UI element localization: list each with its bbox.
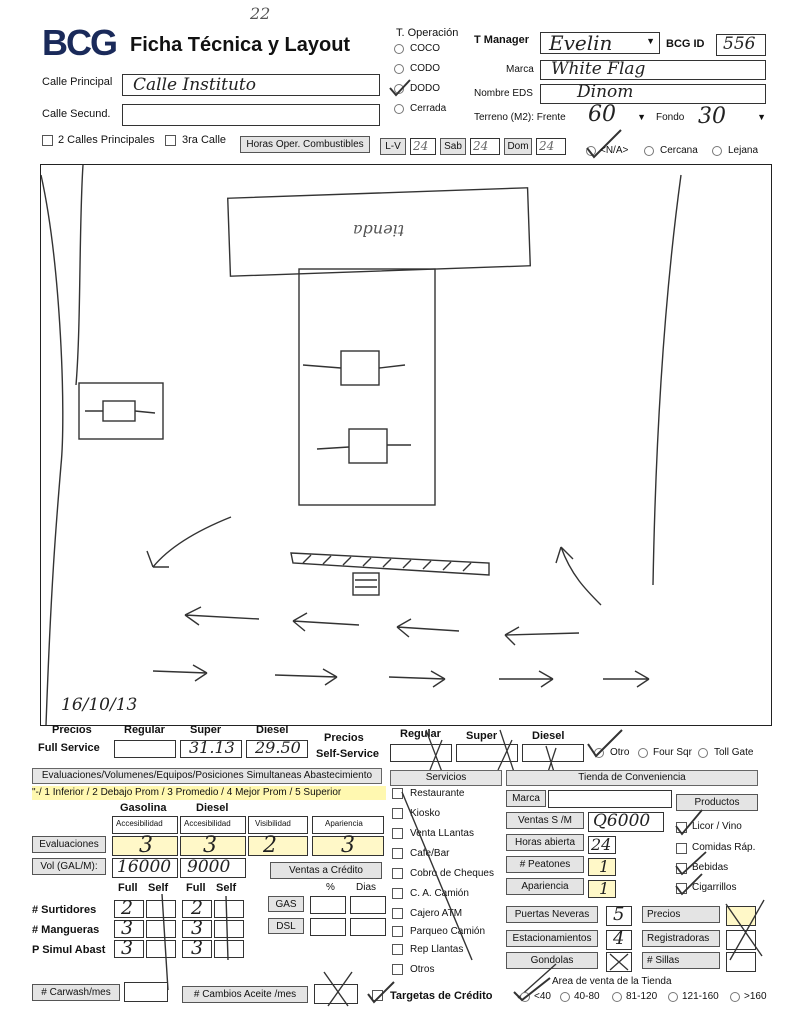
area-81-120-label: 81-120 — [626, 991, 658, 1002]
apariencia-label: Apariencia — [506, 878, 584, 895]
precios-self-label-2: Self-Service — [316, 748, 379, 760]
frente-chevron-down-icon[interactable]: ▼ — [637, 112, 646, 122]
surtidores-full-gas[interactable] — [114, 897, 144, 919]
sketch-arrow-5 — [153, 665, 207, 681]
area-40-80-radio[interactable] — [560, 992, 570, 1002]
peatones-field[interactable] — [588, 858, 616, 876]
sketch-arrow-3 — [397, 619, 459, 637]
sketch-building — [299, 269, 435, 505]
bcg-logo: BCG — [42, 22, 116, 63]
ventas-value: Q6000 — [593, 811, 651, 831]
cigarrillos-label: Cigarrillos — [692, 882, 737, 893]
parqueo-camion-label: Parqueo Camión — [410, 926, 486, 937]
ventas-field[interactable] — [588, 812, 664, 832]
sketch-arrow-1 — [185, 607, 259, 625]
apariencia-field[interactable] — [588, 880, 616, 898]
servicios-strike-mark — [400, 790, 480, 970]
sketch-left-edge — [41, 175, 63, 725]
diesel-header-label: Diesel — [196, 802, 229, 814]
tercera-calle-checkbox[interactable] — [165, 135, 176, 146]
t-manager-chevron-down-icon[interactable]: ▼ — [646, 36, 655, 46]
sketch-hatched-entrance — [291, 553, 489, 575]
carwash-label: # Carwash/mes — [32, 984, 120, 1001]
cambios-aceite-cross-mark — [316, 968, 360, 1008]
restaurante-label: Restaurante — [410, 788, 465, 799]
calle-principal-label: Calle Principal — [42, 76, 113, 88]
servicios-bar: Servicios — [390, 770, 502, 786]
lv-label: L-V — [380, 138, 406, 155]
evaluaciones-bar: Evaluaciones/Volumenes/Equipos/Posiciones Simultaneas Abastecimiento — [32, 768, 382, 784]
sketch-pump-3-hoses — [85, 411, 155, 413]
puertas-neveras-field[interactable] — [606, 906, 632, 926]
tienda-marca-field[interactable] — [548, 790, 672, 808]
dias-label: Dias — [356, 882, 377, 893]
sketch-pump-1-hoses — [303, 365, 405, 368]
mangueras-full-gas[interactable] — [114, 917, 144, 939]
cerrada-label: Cerrada — [410, 103, 447, 114]
lejana-radio[interactable] — [712, 146, 722, 156]
fondo-label: Fondo — [656, 112, 685, 123]
gas-label: GAS — [268, 896, 304, 912]
t-manager-label: T Manager — [474, 34, 530, 46]
otros-label: Otros — [410, 964, 435, 975]
layout-sketch-drawing — [41, 165, 771, 725]
full-regular-field[interactable] — [114, 740, 176, 758]
cajero-atm-label: Cajero ATM — [410, 908, 463, 919]
fondo-value: 30 — [698, 104, 726, 129]
simul-full-dsl-value: 3 — [191, 937, 204, 959]
self-gas-header: Self — [148, 882, 169, 894]
tienda-bar: Tienda de Conveniencia — [506, 770, 758, 786]
sketch-right-line — [653, 175, 681, 585]
coco-label: COCO — [410, 43, 440, 54]
lejana-label: Lejana — [728, 145, 759, 156]
cobro-cheques-label: Cobro de Cheques — [410, 868, 494, 879]
sketch-stairs-lines — [355, 580, 377, 587]
eval-header-2-label: Accesibilidad — [184, 819, 231, 828]
page-title: Ficha Técnica y Layout — [130, 34, 351, 56]
tercera-calle-label: 3ra Calle — [182, 134, 227, 146]
frente-value: 60 — [588, 102, 616, 127]
t-manager-field[interactable] — [540, 32, 660, 54]
kiosko-label: Kiosko — [410, 808, 441, 819]
eval-value-3-field[interactable] — [248, 833, 308, 858]
cafe-bar-label: Cafe/Bar — [410, 848, 450, 859]
vol-label: Vol (GAL/M): — [32, 858, 106, 875]
vol-gas-value: 16000 — [117, 857, 172, 877]
sketch-arrow-8 — [499, 671, 553, 687]
productos-label: Productos — [676, 794, 758, 811]
mangueras-label: # Mangueras — [32, 924, 100, 936]
productos-check-marks — [672, 806, 732, 896]
eval-header-4 — [312, 816, 384, 834]
otro-label: Otro — [610, 747, 630, 758]
precios-full-label-2: Full Service — [38, 742, 100, 754]
sketch-arrow-6 — [275, 669, 337, 685]
precios-regular-label: Regular — [124, 724, 165, 736]
gas-dias-field[interactable] — [350, 896, 386, 914]
ventas-label: Ventas S /M — [506, 812, 584, 829]
terreno-label: Terreno (M2): Frente — [474, 112, 566, 123]
cercana-radio[interactable] — [644, 146, 654, 156]
na-label: <N/A> — [600, 145, 629, 156]
fondo-chevron-down-icon[interactable]: ▼ — [757, 112, 766, 122]
eval-value-1: 3 — [139, 833, 153, 858]
bcg-id-field[interactable] — [716, 34, 766, 56]
horas-abierta-label: Horas abierta — [506, 834, 584, 851]
area-venta-label: Area de venta de la Tienda — [552, 976, 672, 987]
precios-tienda-label: Precios — [642, 906, 720, 923]
fondo-field[interactable] — [692, 104, 768, 129]
eval-header-2 — [180, 816, 246, 834]
full-dsl-header: Full — [186, 882, 206, 894]
sketch-stairs — [353, 573, 379, 595]
area-81-120-radio[interactable] — [612, 992, 622, 1002]
marca-label: Marca — [506, 64, 534, 75]
simul-full-gas-value: 3 — [121, 937, 134, 959]
sillas-label: # Sillas — [642, 952, 720, 969]
sketch-date: 16/10/13 — [61, 695, 138, 715]
bebidas-label: Bebidas — [692, 862, 729, 873]
dsl-pct-field[interactable] — [310, 918, 346, 936]
estacionamientos-label: Estacionamientos — [506, 930, 598, 947]
licor-label: Licor / Vino — [692, 821, 742, 832]
dom-value: 24 — [539, 139, 555, 153]
sketch-arrow-2 — [293, 613, 359, 631]
full-super-field[interactable] — [180, 740, 242, 758]
t-manager-value: Evelin — [549, 31, 613, 55]
surtidores-full-dsl-value: 2 — [191, 897, 204, 919]
lv-field[interactable] — [410, 138, 436, 155]
eval-header-3-label: Visibilidad — [255, 819, 291, 828]
layout-sketch-area — [40, 164, 772, 726]
evaluaciones-label: Evaluaciones — [32, 836, 106, 853]
tienda-right-cross-mark — [720, 896, 770, 966]
calle-secund-label: Calle Secund. — [42, 108, 111, 120]
self-super-label: Super — [466, 730, 498, 742]
mangueras-full-gas-value: 3 — [121, 917, 134, 939]
evaluaciones-scale: "-/ 1 Inferior / 2 Debajo Prom / 3 Promedio / 4 Mejor Prom / 5 Superior — [32, 786, 386, 800]
dos-calles-label: 2 Calles Principales — [58, 134, 155, 146]
bcg-id-label: BCG ID — [666, 38, 705, 50]
toll-gate-label: Toll Gate — [714, 747, 754, 758]
codo-label: CODO — [410, 63, 440, 74]
frente-field[interactable] — [582, 102, 648, 128]
full-super-value: 31.13 — [189, 738, 235, 757]
apariencia-value: 1 — [599, 879, 610, 898]
full-gas-header: Full — [118, 882, 138, 894]
coco-radio[interactable] — [394, 44, 404, 54]
carwash-field[interactable] — [124, 982, 168, 1002]
venta-llantas-label: Venta LLantas — [410, 828, 474, 839]
sketch-pump-3 — [103, 401, 135, 421]
eval-value-3: 2 — [263, 833, 277, 858]
gasolina-label: Gasolina — [120, 802, 167, 814]
nombre-eds-field[interactable] — [540, 84, 766, 104]
precios-diesel-label: Diesel — [256, 724, 289, 736]
operacion-label: T. Operación — [396, 27, 459, 39]
precios-self-label-1: Precios — [324, 732, 364, 744]
page-note: 22 — [250, 4, 271, 23]
self-service-cross-marks — [390, 726, 590, 774]
sketch-pump-1 — [341, 351, 379, 385]
eval-value-4-field[interactable] — [312, 833, 384, 858]
registradoras-label: Registradoras — [642, 930, 720, 947]
puertas-neveras-value: 5 — [613, 904, 625, 925]
pct-label: % — [326, 882, 335, 893]
cercana-label: Cercana — [660, 145, 698, 156]
sketch-pump-2-hoses — [317, 445, 411, 449]
estacionamientos-field[interactable] — [606, 930, 632, 950]
tienda-marca-label: Marca — [506, 790, 546, 807]
sab-value: 24 — [473, 139, 489, 153]
ventas-credito-label: Ventas a Crédito — [270, 862, 382, 879]
area-lt40-label: <40 — [534, 991, 551, 1002]
eval-value-2-field[interactable] — [180, 833, 246, 858]
area-40-80-label: 40-80 — [574, 991, 600, 1002]
marca-field[interactable] — [540, 60, 766, 80]
sab-field[interactable] — [470, 138, 500, 155]
peatones-label: # Peatones — [506, 856, 584, 873]
dodo-check-mark — [388, 78, 412, 98]
peatones-value: 1 — [599, 857, 610, 876]
calle-secund-field[interactable] — [122, 104, 380, 126]
horas-abierta-field[interactable] — [588, 836, 616, 854]
eval-value-4: 3 — [341, 833, 355, 858]
vol-dsl-field[interactable] — [180, 858, 246, 878]
comidas-label: Comidas Ráp. — [692, 842, 756, 853]
calle-principal-value: Calle Instituto — [133, 75, 256, 95]
gondolas-cross-mark — [606, 952, 632, 972]
calle-principal-field[interactable] — [122, 74, 380, 96]
precios-super-label: Super — [190, 724, 222, 736]
toll-gate-radio[interactable] — [698, 748, 708, 758]
area-gt160-radio[interactable] — [730, 992, 740, 1002]
vol-dsl-value: 9000 — [187, 857, 231, 877]
full-diesel-field[interactable] — [246, 740, 308, 758]
dsl-label: DSL — [268, 918, 304, 934]
eval-header-1 — [112, 816, 178, 834]
lv-value: 24 — [413, 139, 429, 153]
simul-label: P Simul Abast — [32, 944, 106, 956]
rep-llantas-label: Rep Llantas — [410, 944, 464, 955]
dodo-label: DODO — [410, 83, 440, 94]
self-regular-label: Regular — [400, 728, 441, 740]
sketch-arrow-9 — [603, 671, 649, 687]
sketch-left-line — [76, 165, 83, 385]
horas-oper-button[interactable]: Horas Oper. Combustibles — [240, 136, 370, 153]
four-sqr-radio[interactable] — [638, 748, 648, 758]
estacionamientos-value: 4 — [613, 928, 625, 949]
sketch-curve-arrow-left — [147, 517, 231, 567]
eval-header-4-label: Apariencia — [325, 819, 363, 828]
four-sqr-label: Four Sqr — [653, 747, 692, 758]
self-diesel-label: Diesel — [532, 730, 565, 742]
mangueras-full-dsl-value: 3 — [191, 917, 204, 939]
sab-label: Sab — [440, 138, 466, 155]
full-diesel-value: 29.50 — [255, 738, 301, 757]
surtidores-full-gas-value: 2 — [121, 897, 134, 919]
vol-gas-field[interactable] — [112, 858, 178, 878]
cambios-aceite-label: # Cambios Aceite /mes — [182, 986, 308, 1003]
eval-value-1-field[interactable] — [112, 833, 178, 858]
simul-full-gas[interactable] — [114, 937, 144, 959]
marca-value: White Flag — [551, 59, 646, 79]
codo-radio[interactable] — [394, 64, 404, 74]
eval-header-3 — [248, 816, 308, 834]
gondolas-label: Gondolas — [506, 952, 598, 969]
dsl-dias-field[interactable] — [350, 918, 386, 936]
ca-camion-label: C. A. Camión — [410, 888, 469, 899]
cerrada-radio[interactable] — [394, 104, 404, 114]
self-dsl-header: Self — [216, 882, 237, 894]
tarjetas-label: Targetas de Crédito — [390, 990, 493, 1002]
sketch-curve-arrow-right — [556, 547, 601, 605]
sketch-canopy-text: tienda — [353, 221, 405, 240]
area-121-160-label: 121-160 — [682, 991, 719, 1002]
dom-field[interactable] — [536, 138, 566, 155]
area-121-160-radio[interactable] — [668, 992, 678, 1002]
horas-abierta-value: 24 — [591, 835, 612, 854]
nombre-eds-value: Dinom — [577, 82, 634, 102]
precios-full-label-1: Precios — [52, 724, 92, 736]
sketch-arrow-7 — [389, 671, 445, 687]
nombre-eds-label: Nombre EDS — [474, 88, 533, 99]
puertas-neveras-label: Puertas Neveras — [506, 906, 598, 923]
eval-header-1-label: Accesibilidad — [116, 819, 163, 828]
eval-value-2: 3 — [203, 833, 217, 858]
area-gt160-label: >160 — [744, 991, 767, 1002]
surtidores-label: # Surtidores — [32, 904, 97, 916]
dos-calles-checkbox[interactable] — [42, 135, 53, 146]
gas-pct-field[interactable] — [310, 896, 346, 914]
bcg-id-value: 556 — [723, 34, 756, 54]
sketch-arrow-4 — [505, 627, 579, 645]
dom-label: Dom — [504, 138, 532, 155]
sketch-pump-2 — [349, 429, 387, 463]
